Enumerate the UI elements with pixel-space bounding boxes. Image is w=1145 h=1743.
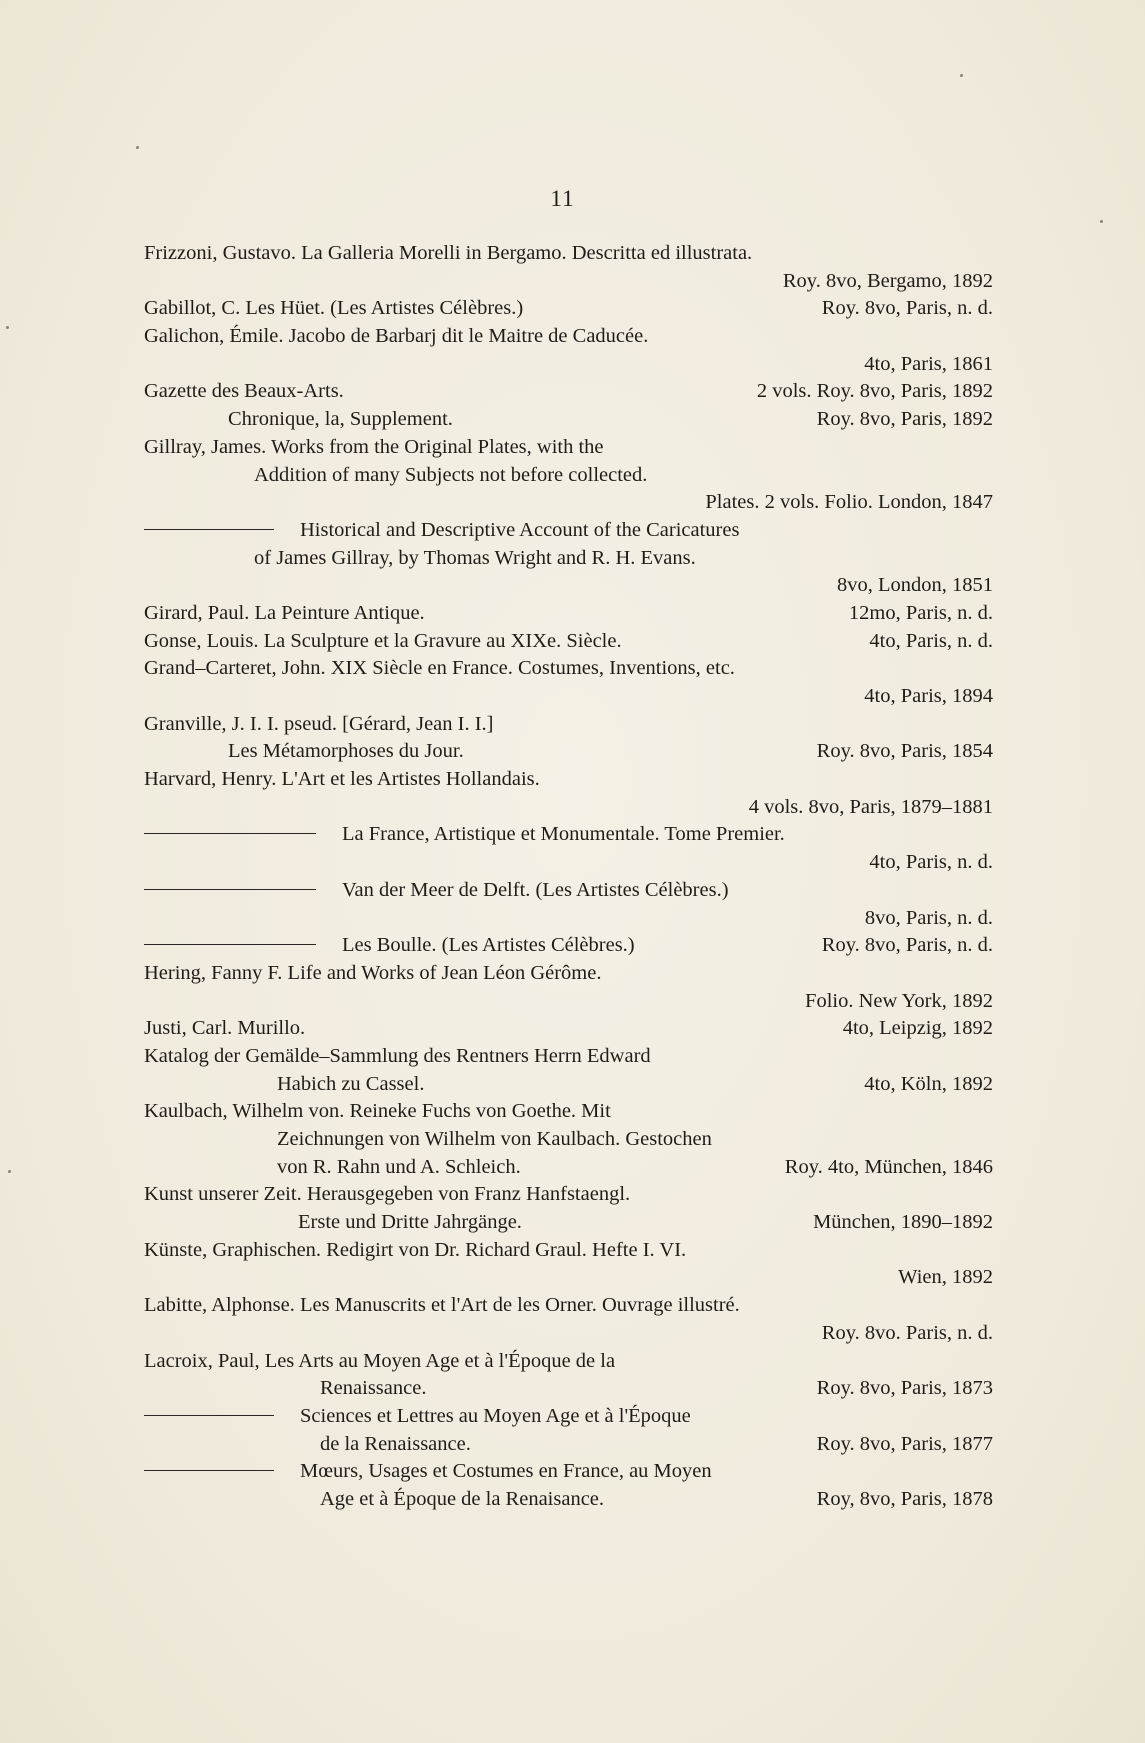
entry-imprint: 4to, Paris, 1894	[864, 685, 993, 707]
entry-text	[144, 766, 540, 794]
entry-text	[298, 1209, 522, 1237]
entry-text	[144, 295, 523, 323]
entry-text	[277, 1154, 521, 1182]
entry-imprint: 4to, Paris, n. d.	[869, 629, 993, 652]
entry-line	[144, 849, 993, 877]
entry-title: de la Renaissance.	[320, 1432, 471, 1455]
entry-line	[144, 1486, 993, 1514]
ditto-rule	[144, 1415, 274, 1416]
entry-line	[144, 932, 993, 960]
paper-speck	[6, 326, 9, 329]
entry-title: Galichon, Émile. Jacobo de Barbarj dit le Maitre de Caducée.	[144, 325, 649, 348]
entry-line	[144, 1043, 993, 1071]
entry-line	[144, 738, 993, 766]
entry-text	[144, 1181, 630, 1209]
entry-imprint: Roy. 8vo, Paris, n. d.	[821, 934, 993, 957]
entry-imprint: 4to, Paris, n. d.	[869, 851, 993, 874]
entry-title: Renaissance.	[320, 1377, 427, 1400]
entry-title: Kunst unserer Zeit. Herausgegeben von Franz Hanfstaengl.	[144, 1183, 631, 1206]
entry-line	[144, 1015, 993, 1043]
entry-line	[144, 572, 993, 600]
entry-text	[228, 738, 464, 766]
entry-text	[320, 1431, 471, 1459]
entry-text	[277, 1126, 712, 1154]
entry-line	[144, 1237, 993, 1265]
entry-title: Gonse, Louis. La Sculpture et la Gravure au XIXe. Siècle.	[144, 629, 622, 652]
entry-text	[144, 240, 752, 268]
entry-line	[144, 434, 993, 462]
entry-text	[144, 628, 622, 656]
entry-line	[144, 628, 993, 656]
entry-line	[144, 489, 993, 517]
entry-imprint: Folio. New York, 1892	[805, 989, 993, 1012]
entry-title: Gabillot, C. Les Hüet. (Les Artistes Célèbres.)	[144, 297, 524, 320]
entry-title: Age et à Époque de la Renaisance.	[320, 1487, 605, 1510]
entry-imprint: Plates. 2 vols. Folio. London, 1847	[705, 491, 993, 514]
entry-imprint: 4 vols. 8vo, Paris, 1879–1881	[748, 795, 993, 818]
entry-line	[144, 517, 993, 545]
entry-line	[144, 683, 993, 711]
entry-title: Les Métamorphoses du Jour.	[228, 740, 464, 763]
entry-text	[144, 1292, 740, 1320]
entry-line	[144, 1209, 993, 1237]
entry-line	[144, 1154, 993, 1182]
entry-text	[320, 1375, 426, 1403]
entry-imprint: Roy. 8vo, Bergamo, 1892	[782, 269, 993, 292]
entry-line	[144, 1292, 993, 1320]
entry-text	[144, 1043, 651, 1071]
entry-text	[144, 434, 604, 462]
ditto-rule	[144, 833, 316, 834]
entry-line	[144, 378, 993, 406]
paper-speck	[960, 74, 963, 77]
entry-imprint: 8vo, London, 1851	[836, 574, 993, 597]
entry-imprint: Roy. 4to, München, 1846	[784, 1155, 993, 1178]
entry-text	[254, 545, 696, 573]
entry-line	[144, 268, 993, 296]
entry-line	[144, 711, 993, 739]
entry-line	[144, 877, 993, 905]
entry-imprint: Roy. 8vo. Paris, n. d.	[821, 1321, 993, 1344]
ditto-rule	[144, 529, 274, 530]
page-number: 11	[550, 186, 575, 211]
entry-line	[144, 545, 993, 573]
entry-imprint: 4to, Köln, 1892	[864, 1072, 993, 1095]
entry-text	[228, 406, 453, 434]
entry-text	[144, 932, 635, 960]
entry-imprint: 8vo, Paris, n. d.	[864, 906, 993, 929]
entry-title: Hering, Fanny F. Life and Works of Jean Léon Gérôme.	[144, 961, 602, 984]
entry-text	[144, 1458, 712, 1486]
bibliography-list	[144, 240, 993, 1514]
entry-title: Erste und Dritte Jahrgänge.	[298, 1211, 522, 1234]
ditto-rule	[144, 944, 316, 945]
entry-line	[144, 240, 993, 268]
entry-title: Addition of many Subjects not before collected.	[254, 463, 648, 486]
entry-title: Lacroix, Paul, Les Arts au Moyen Age et à l'Époque de la	[144, 1349, 616, 1372]
entry-line	[144, 1375, 993, 1403]
entry-text	[144, 1098, 611, 1126]
paper-speck	[136, 146, 139, 149]
entry-line	[144, 821, 993, 849]
entry-line	[144, 655, 993, 683]
entry-line	[144, 1098, 993, 1126]
entry-text	[144, 1348, 615, 1376]
entry-title: Girard, Paul. La Peinture Antique.	[144, 601, 425, 624]
entry-imprint: Roy. 8vo, Paris, 1877	[816, 1432, 993, 1455]
entry-line	[144, 1181, 993, 1209]
entry-text	[144, 517, 739, 545]
entry-text	[144, 711, 494, 739]
entry-title: of James Gillray, by Thomas Wright and R. H. Evans.	[254, 546, 696, 569]
ditto-rule	[144, 889, 316, 890]
entry-text	[144, 821, 785, 849]
entry-line	[144, 351, 993, 379]
entry-text	[144, 1015, 305, 1043]
entry-title: Kaulbach, Wilhelm von. Reineke Fuchs von Goethe. Mit	[144, 1100, 611, 1123]
entry-imprint: München, 1890–1892	[813, 1211, 993, 1234]
entry-title: Grand–Carteret, John. XIX Siècle en France. Costumes, Inventions, etc.	[144, 657, 735, 680]
entry-text	[144, 960, 601, 988]
entry-line	[144, 1458, 993, 1486]
entry-title: Harvard, Henry. L'Art et les Artistes Hollandais.	[144, 768, 540, 791]
entry-text	[144, 655, 735, 683]
entry-title: Frizzoni, Gustavo. La Galleria Morelli in Bergamo. Descritta ed illustrata.	[144, 242, 753, 264]
entry-text	[144, 600, 425, 628]
ditto-rule	[144, 1470, 274, 1471]
entry-text	[277, 1071, 424, 1099]
entry-imprint: 2 vols. Roy. 8vo, Paris, 1892	[756, 380, 993, 403]
entry-line	[144, 1348, 993, 1376]
entry-line	[144, 295, 993, 323]
entry-title: Katalog der Gemälde–Sammlung des Rentners Herrn Edward	[144, 1044, 651, 1067]
entry-title: Justi, Carl. Murillo.	[144, 1017, 306, 1040]
entry-imprint: Roy. 8vo, Paris, 1854	[816, 740, 993, 763]
entry-title: Chronique, la, Supplement.	[228, 408, 453, 431]
entry-line	[144, 323, 993, 351]
entry-title: La France, Artistique et Monumentale. Tome Premier.	[342, 823, 785, 846]
entry-line	[144, 1403, 993, 1431]
entry-imprint: Roy. 8vo, Paris, 1873	[816, 1377, 993, 1400]
entry-title: Les Boulle. (Les Artistes Célèbres.)	[342, 934, 635, 957]
entry-title: Gazette des Beaux-Arts.	[144, 380, 344, 403]
entry-text	[144, 323, 648, 351]
entry-title: Mœurs, Usages et Costumes en France, au Moyen	[300, 1460, 712, 1483]
paper-speck	[8, 1170, 11, 1173]
entry-line	[144, 406, 993, 434]
entry-imprint: Roy. 8vo, Paris, n. d.	[821, 297, 993, 320]
entry-line	[144, 462, 993, 490]
entry-text	[144, 1237, 686, 1265]
entry-title: Labitte, Alphonse. Les Manuscrits et l'Art de les Orner. Ouvrage illustré.	[144, 1294, 740, 1317]
entry-title: Sciences et Lettres au Moyen Age et à l'Époque	[300, 1404, 691, 1427]
entry-line	[144, 905, 993, 933]
entry-title: von R. Rahn und A. Schleich.	[277, 1155, 521, 1178]
entry-text	[144, 378, 344, 406]
entry-imprint: 4to, Paris, 1861	[864, 352, 993, 375]
entry-imprint: 12mo, Paris, n. d.	[848, 601, 993, 624]
entry-imprint: 4to, Leipzig, 1892	[842, 1017, 993, 1040]
entry-line	[144, 960, 993, 988]
entry-text	[320, 1486, 604, 1514]
entry-imprint: Roy, 8vo, Paris, 1878	[816, 1487, 993, 1510]
entry-line	[144, 600, 993, 628]
entry-line	[144, 1071, 993, 1099]
entry-title: Zeichnungen von Wilhelm von Kaulbach. Gestochen	[277, 1128, 712, 1150]
entry-title: Granville, J. I. I. pseud. [Gérard, Jean I. I.]	[144, 712, 494, 735]
entry-title: Van der Meer de Delft. (Les Artistes Célèbres.)	[342, 878, 729, 901]
entry-imprint: Wien, 1892	[898, 1266, 993, 1289]
entry-title: Gillray, James. Works from the Original Plates, with the	[144, 435, 604, 458]
entry-line	[144, 988, 993, 1016]
entry-title: Habich zu Cassel.	[277, 1072, 425, 1095]
entry-line	[144, 1320, 993, 1348]
entry-line	[144, 1431, 993, 1459]
entry-title: Historical and Descriptive Account of the Caricatures	[300, 518, 740, 541]
entry-line	[144, 766, 993, 794]
entry-line	[144, 1126, 993, 1154]
entry-text	[144, 1403, 691, 1431]
entry-text	[254, 462, 647, 490]
entry-text	[144, 877, 729, 905]
paper-speck	[1100, 220, 1103, 223]
entry-line	[144, 794, 993, 822]
entry-line	[144, 1264, 993, 1292]
entry-title: Künste, Graphischen. Redigirt von Dr. Richard Graul. Hefte I. VI.	[144, 1238, 687, 1261]
entry-imprint: Roy. 8vo, Paris, 1892	[816, 408, 993, 431]
